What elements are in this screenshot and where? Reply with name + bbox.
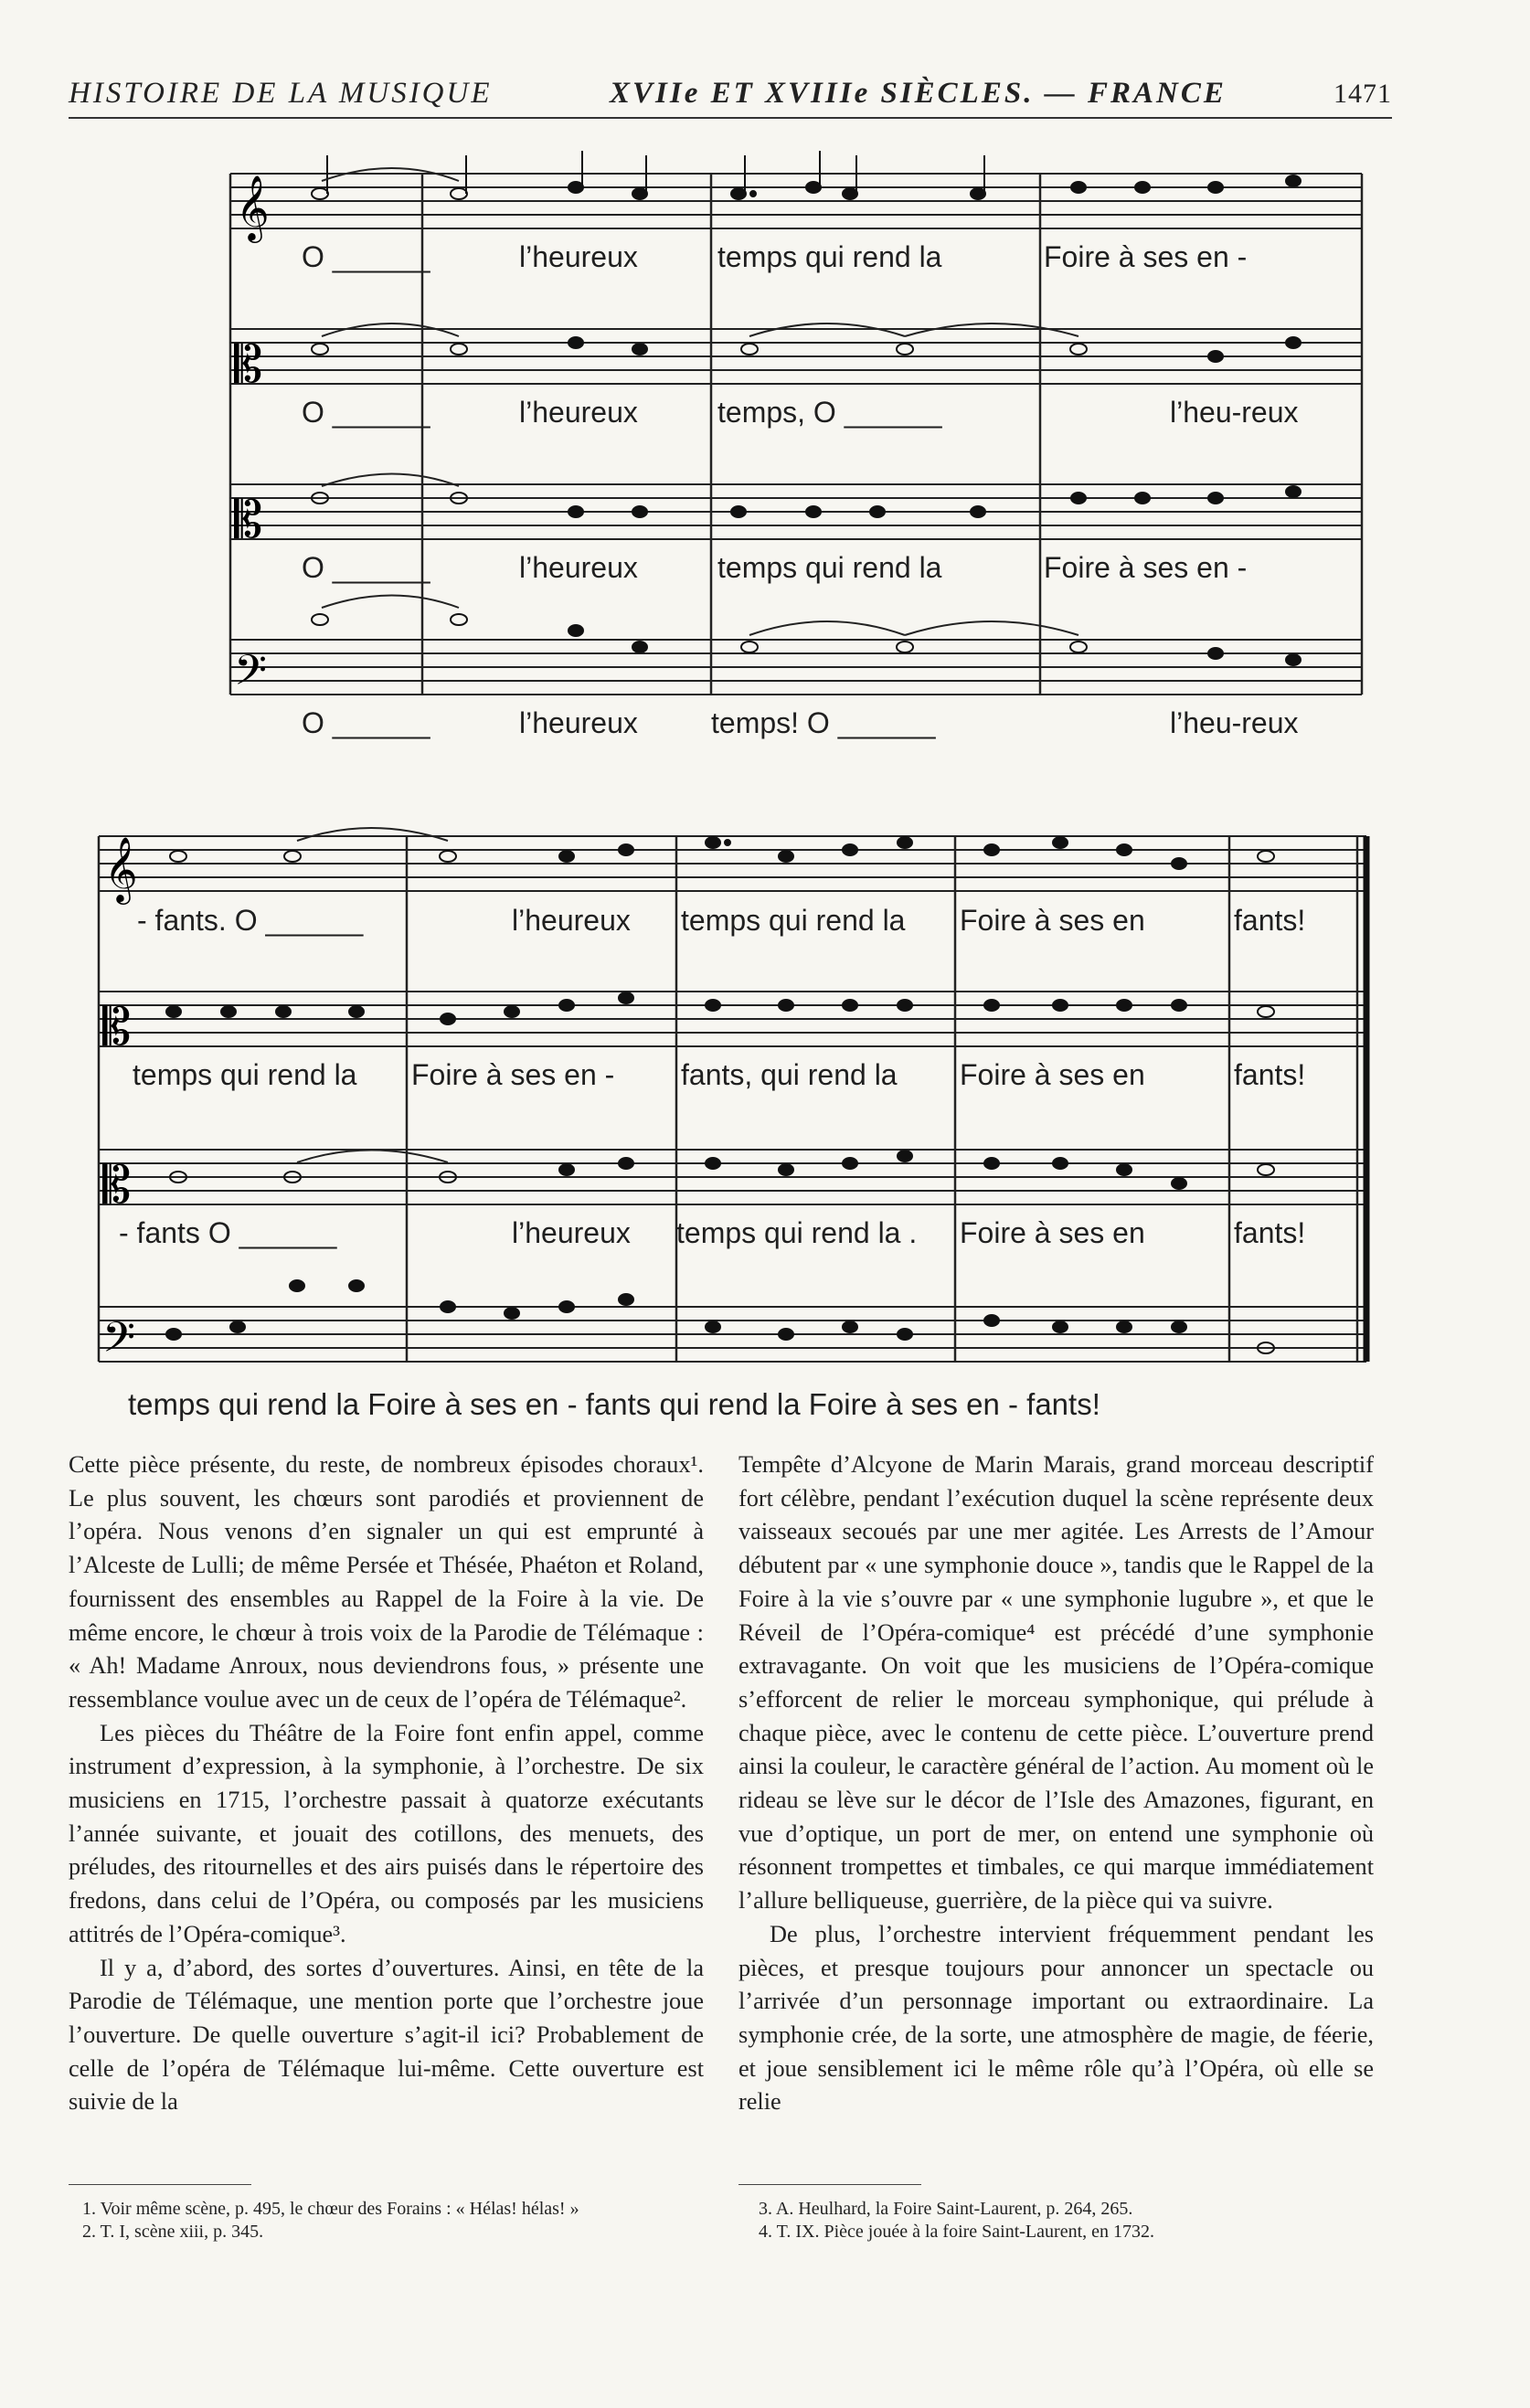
lyric: temps qui rend la	[133, 1058, 357, 1091]
staff-3	[99, 1150, 1366, 1204]
lyric: temps qui rend la	[681, 904, 906, 937]
lyric: temps qui rend la .	[676, 1216, 918, 1249]
treble-clef-icon: 𝄞	[236, 177, 270, 239]
lyric: fants!	[1234, 1058, 1306, 1091]
treble-clef-icon: 𝄞	[104, 839, 138, 901]
lyric: O ______	[302, 396, 430, 429]
paragraph: Il y a, d’abord, des sortes d’ouvertures. Ainsi, en tête de la Parodie de Télémaque, une mention porte que l’orchestre joue l’ouverture. De quelle ouverture s’agit-il ici? Probablement de celle de l’opéra de Télémaque lui-même. Cette ouverture est suivie de la	[69, 1954, 704, 2116]
footnote: 1. Voir même scène, p. 495, le chœur des Forains : « Hélas! hélas! »	[82, 2199, 579, 2219]
lyric: Foire à ses en	[960, 1058, 1145, 1091]
lyric: fants, qui rend la	[681, 1058, 898, 1091]
lyrics-system-1	[302, 240, 1299, 739]
lyric: l’heu-reux	[1170, 706, 1299, 739]
lyric: Foire à ses en -	[1044, 551, 1248, 584]
lyric: Foire à ses en	[960, 904, 1145, 937]
footnote-rule	[738, 2184, 921, 2185]
bass-clef-icon: 𝄢	[234, 648, 268, 705]
running-header	[69, 73, 1392, 117]
lyric: l’heureux	[519, 551, 638, 584]
staff-4	[230, 640, 1362, 695]
lyric: Foire à ses en -	[1044, 240, 1248, 273]
header-rule	[69, 117, 1392, 119]
paragraph: Cette pièce présente, du reste, de nombreux épisodes choraux¹. Le plus souvent, les chœurs sont parodiés et proviennent de l’opéra. Nous venons d’en signaler un qui est emprunté à l’Alceste de Lulli; de même Persée et Thésée, Phaéton et Roland, fournissent des ensembles au Rappel de la Foire à la vie. De même encore, le chœur à trois voix de la Parodie de Télémaque : « Ah! Madame Anroux, nous deviendrons fous, » présente une ressemblance voulue avec un de ceux de l’opéra de Télémaque².	[69, 1451, 704, 1713]
lyric: l’heureux	[519, 706, 638, 739]
page-number: 1471	[1333, 79, 1392, 109]
staff-2	[230, 329, 1362, 384]
c-clef-icon: 𝄡	[234, 493, 263, 549]
paragraph: Tempête d’Alcyone de Marin Marais, grand morceau descriptif fort célèbre, pendant l’exécution duquel la scène représente deux vaisseaux secoués par une mer agitée. Les Arrests de l’Amour débutent par « une symphonie douce », tandis que le Rappel de la Foire à la vie s’ouvre par « une symphonie lugubre », et que le Réveil de l’Opéra-comique⁴ est précédé d’une symphonie extravagante. On voit que les musiciens de l’Opéra-comique s’efforcent de relier le morceau symphonique, qui prélude à chaque pièce, avec le contenu de cette pièce. L’ouverture prend ainsi la couleur, le caractère général de l’action. Au moment où le rideau se lève sur le décor de l’Isle des Amazones, figurant, en vue d’optique, un port de mer, on entend une symphonie où résonnent trompettes et timbales, ce qui marque immédiatement l’allure belliqueuse, guerrière, de la pièce qui va suivre.	[738, 1451, 1374, 1915]
lyric: l’heureux	[512, 904, 631, 937]
lyric: - fants O ______	[119, 1216, 337, 1249]
text-column-right	[738, 1448, 1374, 2119]
header-title: HISTOIRE DE LA MUSIQUE	[69, 77, 493, 110]
paragraph: De plus, l’orchestre intervient fréquemment pendant les pièces, et presque toujours pour annoncer un spectacle ou l’arrivée d’un personnage important ou extraordinaire. La symphonie crée, de la sorte, une atmosphère de magie, de féerie, et joue sensiblement ici le même rôle qu’à l’Opéra, où elle se relie	[738, 1920, 1374, 2116]
header-section: XVIIe ET XVIIIe SIÈCLES. — FRANCE	[610, 77, 1227, 110]
staff-1	[230, 174, 1362, 228]
c-clef-icon: 𝄡	[234, 337, 263, 394]
c-clef-icon: 𝄡	[102, 1000, 132, 1056]
lyric: Foire à ses en	[960, 1216, 1145, 1249]
lyric: O ______	[302, 240, 430, 273]
lyric: Foire à ses en -	[411, 1058, 615, 1091]
lyric: temps qui rend la Foire à ses en - fants qui rend la Foire à ses en - fants!	[128, 1387, 1100, 1421]
footnote: 3. A. Heulhard, la Foire Saint-Laurent, p. 264, 265.	[759, 2199, 1133, 2219]
lyric: temps, O ______	[717, 396, 942, 429]
lyric: temps! O ______	[711, 706, 936, 739]
text-column-left	[69, 1448, 704, 2119]
footnotes-left	[82, 2198, 713, 2244]
footnote: 4. T. IX. Pièce jouée à la foire Saint-Laurent, en 1732.	[759, 2222, 1154, 2242]
lyric: O ______	[302, 551, 430, 584]
lyric: temps qui rend la	[717, 551, 942, 584]
footnote: 2. T. I, scène xiii, p. 345.	[82, 2222, 264, 2242]
ties	[322, 168, 1078, 635]
bass-clef-icon: 𝄢	[102, 1315, 136, 1372]
lyric: O ______	[302, 706, 430, 739]
footnotes-right	[759, 2198, 1398, 2244]
paragraph: Les pièces du Théâtre de la Foire font enfin appel, comme instrument d’expression, à la symphonie, à l’orchestre. De six musiciens en 1715, l’orchestre passait à quatorze exécutants l’année suivante, et jouait des cotillons, des menuets, des préludes, des ritournelles et des airs puisés dans le répertoire des fredons, dans celui de l’Opéra, ou composés par les musiciens attitrés de l’Opéra-comique³.	[69, 1719, 704, 1947]
lyric: - fants. O ______	[137, 904, 364, 937]
lyric: l’heureux	[512, 1216, 631, 1249]
lyric: l’heureux	[519, 240, 638, 273]
music-system-2	[91, 804, 1380, 1444]
staff-4	[99, 1307, 1366, 1362]
lyric: fants!	[1234, 1216, 1306, 1249]
lyric: fants!	[1234, 904, 1306, 937]
staff-3	[230, 484, 1362, 539]
lyric: l’heu-reux	[1170, 396, 1299, 429]
footnote-rule	[69, 2184, 251, 2185]
music-system-1	[219, 146, 1373, 758]
c-clef-icon: 𝄡	[102, 1158, 132, 1215]
lyric: l’heureux	[519, 396, 638, 429]
lyric: temps qui rend la	[717, 240, 942, 273]
